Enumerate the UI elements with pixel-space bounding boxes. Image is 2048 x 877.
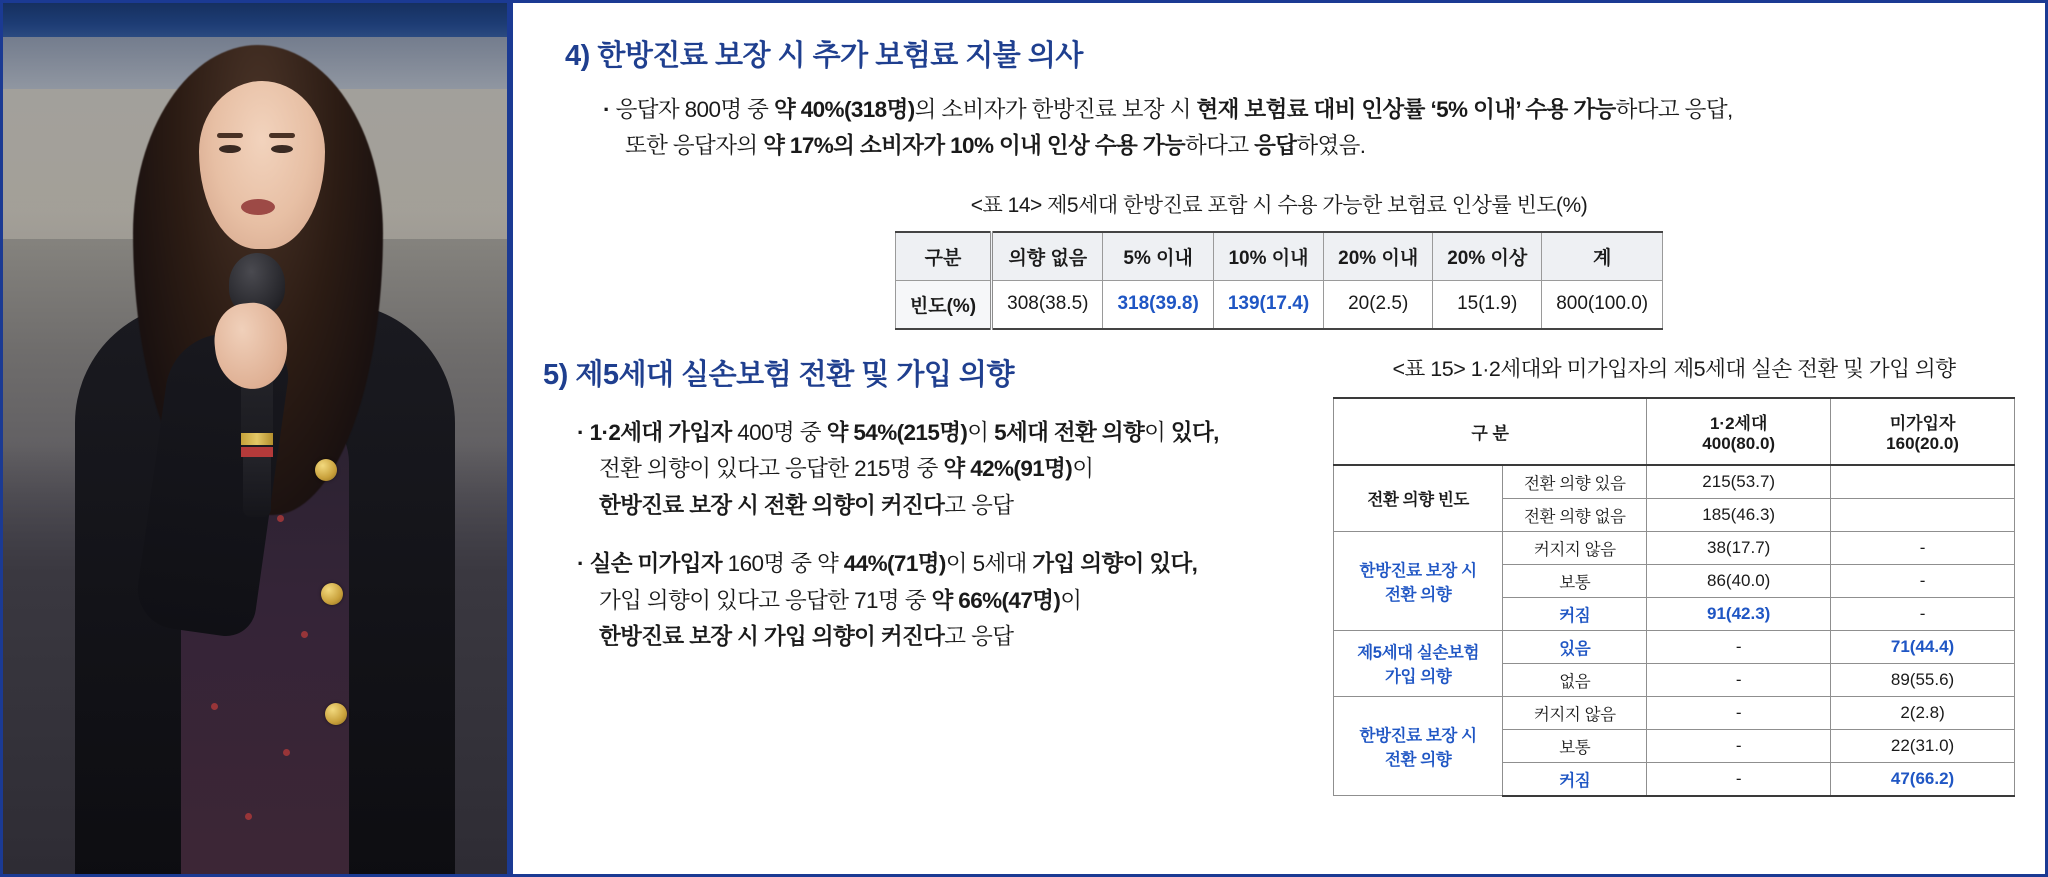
person-eye-left <box>219 145 241 153</box>
table-14-cell: 15(1.9) <box>1433 280 1542 329</box>
table-14-caption: <표 14> 제5세대 한방진료 포함 시 수용 가능한 보험료 인상률 빈도(%) <box>970 193 1588 217</box>
table-15-cell: 38(17.7) <box>1647 531 1831 564</box>
table-15-header-gen12 <box>1647 398 1831 465</box>
table-15-cell: 71(44.4) <box>1831 630 2015 663</box>
bullet-text: 전환 의향이 있다고 응답한 215명 중 약 42%(91명)이 <box>599 456 1094 482</box>
lower-area <box>543 334 2015 797</box>
bullet-text: 1·2세대 가입자 400명 중 약 54%(215명)이 5세대 전환 의향이 있다, <box>589 419 1219 445</box>
table-14 <box>895 231 1663 330</box>
table-15-cell: - <box>1647 663 1831 696</box>
person-mouth <box>241 199 275 215</box>
table-14-header-cell: 5% 이내 <box>1103 232 1213 281</box>
microphone-tail <box>243 457 271 517</box>
slide-content <box>510 0 2048 877</box>
table-row <box>1334 465 2015 499</box>
table-15-sub-label: 있음 <box>1503 630 1647 663</box>
table-14-cell: 800(100.0) <box>1542 280 1663 329</box>
table-14-cell: 139(17.4) <box>1213 280 1323 329</box>
table-row <box>1334 630 2015 663</box>
section-4-title: 4) 한방진료 보장 시 추가 보험료 지불 의사 <box>565 40 1083 72</box>
table-15-cell <box>1831 498 2015 531</box>
presenter-photo <box>0 0 510 877</box>
table-15-sub-label: 커지지 않음 <box>1503 696 1647 729</box>
table-15-cell: 47(66.2) <box>1831 762 2015 796</box>
table-15-group-label: 전환 의향 빈도 <box>1334 465 1503 532</box>
table-15-group-label: 한방진료 보장 시 전환 의향 <box>1334 696 1503 796</box>
table-15-sub-label: 커지지 않음 <box>1503 531 1647 564</box>
microphone-red-ring <box>241 447 273 457</box>
jacket-button-1 <box>315 459 337 481</box>
photo-wall-band-top <box>3 3 507 37</box>
table-14-header-cell: 계 <box>1542 232 1663 281</box>
table-15-cell: 185(46.3) <box>1647 498 1831 531</box>
table-15-cell: 2(2.8) <box>1831 696 2015 729</box>
table-row <box>895 280 1662 329</box>
table-15-header-nonsub-line2: 160(20.0) <box>1886 433 1959 453</box>
table-15-cell: - <box>1831 564 2015 597</box>
table-15-caption: <표 15> 1·2세대와 미가입자의 제5세대 실손 전환 및 가입 의향 <box>1392 356 1956 381</box>
bullet-text: 또한 응답자의 약 17%의 소비자가 10% 이내 인상 수용 가능하다고 응답하였음. <box>625 133 1366 159</box>
bullet-marker: · <box>603 97 610 122</box>
table-15 <box>1333 397 2015 797</box>
table-15-sub-label: 전환 의향 없음 <box>1503 498 1647 531</box>
table-15-group-label: 제5세대 실손보험 가입 의향 <box>1334 630 1503 696</box>
table-15-cell: - <box>1647 729 1831 762</box>
microphone-gold-ring <box>241 433 273 445</box>
table-15-header-gen12-line1: 1·2세대 <box>1709 413 1768 433</box>
jacket-button-2 <box>321 583 343 605</box>
bullet-line <box>577 415 1313 451</box>
table-15-header-nonsub <box>1831 398 2015 465</box>
bullet-line <box>577 451 1313 487</box>
table-row <box>895 232 1662 281</box>
table-row <box>1334 696 2015 729</box>
bullet-text: 응답자 800명 중 약 40%(318명)의 소비자가 한방진료 보장 시 현재 보험료 대비 인상률 ‘5% 이내’ 수용 가능하다고 응답, <box>615 97 1733 122</box>
person-eye-right <box>271 145 293 153</box>
bullet-text: 가입 의향이 있다고 응답한 71명 중 약 66%(47명)이 <box>599 587 1082 613</box>
table-row <box>1334 531 2015 564</box>
table-15-sub-label: 보통 <box>1503 564 1647 597</box>
table-15-sub-label: 커짐 <box>1503 762 1647 796</box>
table-15-cell: - <box>1647 696 1831 729</box>
bullet-marker: · <box>577 419 584 445</box>
table-15-cell: 91(42.3) <box>1647 597 1831 630</box>
section-5-bullets <box>577 415 1313 656</box>
table-14-header-cell: 20% 이내 <box>1324 232 1433 281</box>
bullet-line <box>603 92 2015 128</box>
table-14-row-label: 빈도(%) <box>895 280 991 329</box>
table-15-cell: - <box>1647 630 1831 663</box>
table-15-sub-label: 전환 의향 있음 <box>1503 465 1647 499</box>
bullet-line <box>577 488 1313 524</box>
section-5-text-column <box>543 334 1313 797</box>
table-14-header-cell: 구분 <box>895 232 991 281</box>
bullet-text: 한방진료 보장 시 전환 의향이 커진다고 응답 <box>599 492 1014 518</box>
bullet-text: 실손 미가입자 160명 중 약 44%(71명)이 5세대 가입 의향이 있다, <box>589 551 1198 577</box>
table-15-block <box>1333 334 2015 797</box>
table-14-header-cell: 10% 이내 <box>1213 232 1323 281</box>
table-15-sub-label: 보통 <box>1503 729 1647 762</box>
table-15-cell: - <box>1831 597 2015 630</box>
jacket-button-3 <box>325 703 347 725</box>
bullet-line <box>603 128 2015 164</box>
table-15-group-label: 한방진료 보장 시 전환 의향 <box>1334 531 1503 630</box>
table-15-cell: - <box>1647 762 1831 796</box>
table-15-cell: 22(31.0) <box>1831 729 2015 762</box>
table-15-header-division: 구 분 <box>1334 398 1647 465</box>
table-15-cell: 86(40.0) <box>1647 564 1831 597</box>
table-14-header-cell: 20% 이상 <box>1433 232 1542 281</box>
table-14-block <box>543 189 2015 330</box>
table-14-cell: 308(38.5) <box>992 280 1103 329</box>
table-15-header-nonsub-line1: 미가입자 <box>1889 413 1956 433</box>
section-4-bullets <box>603 92 2015 165</box>
person-brow-right <box>269 133 295 138</box>
bullet-line <box>577 546 1313 582</box>
person-brow-left <box>217 133 243 138</box>
table-row <box>1334 398 2015 465</box>
section-5-title: 5) 제5세대 실손보험 전환 및 가입 의향 <box>543 358 1014 391</box>
table-15-cell: 215(53.7) <box>1647 465 1831 499</box>
table-15-header-gen12-line2: 400(80.0) <box>1702 433 1776 453</box>
table-15-cell: 89(55.6) <box>1831 663 2015 696</box>
bullet-marker: · <box>577 551 584 577</box>
bullet-line <box>577 583 1313 619</box>
table-15-cell <box>1831 465 2015 499</box>
table-14-cell: 318(39.8) <box>1103 280 1213 329</box>
table-15-cell: - <box>1831 531 2015 564</box>
bullet-text: 한방진료 보장 시 가입 의향이 커진다고 응답 <box>599 624 1014 650</box>
bullet-line <box>577 619 1313 655</box>
table-15-sub-label: 없음 <box>1503 663 1647 696</box>
table-14-cell: 20(2.5) <box>1324 280 1433 329</box>
table-15-sub-label: 커짐 <box>1503 597 1647 630</box>
table-14-header-cell: 의향 없음 <box>992 232 1103 281</box>
